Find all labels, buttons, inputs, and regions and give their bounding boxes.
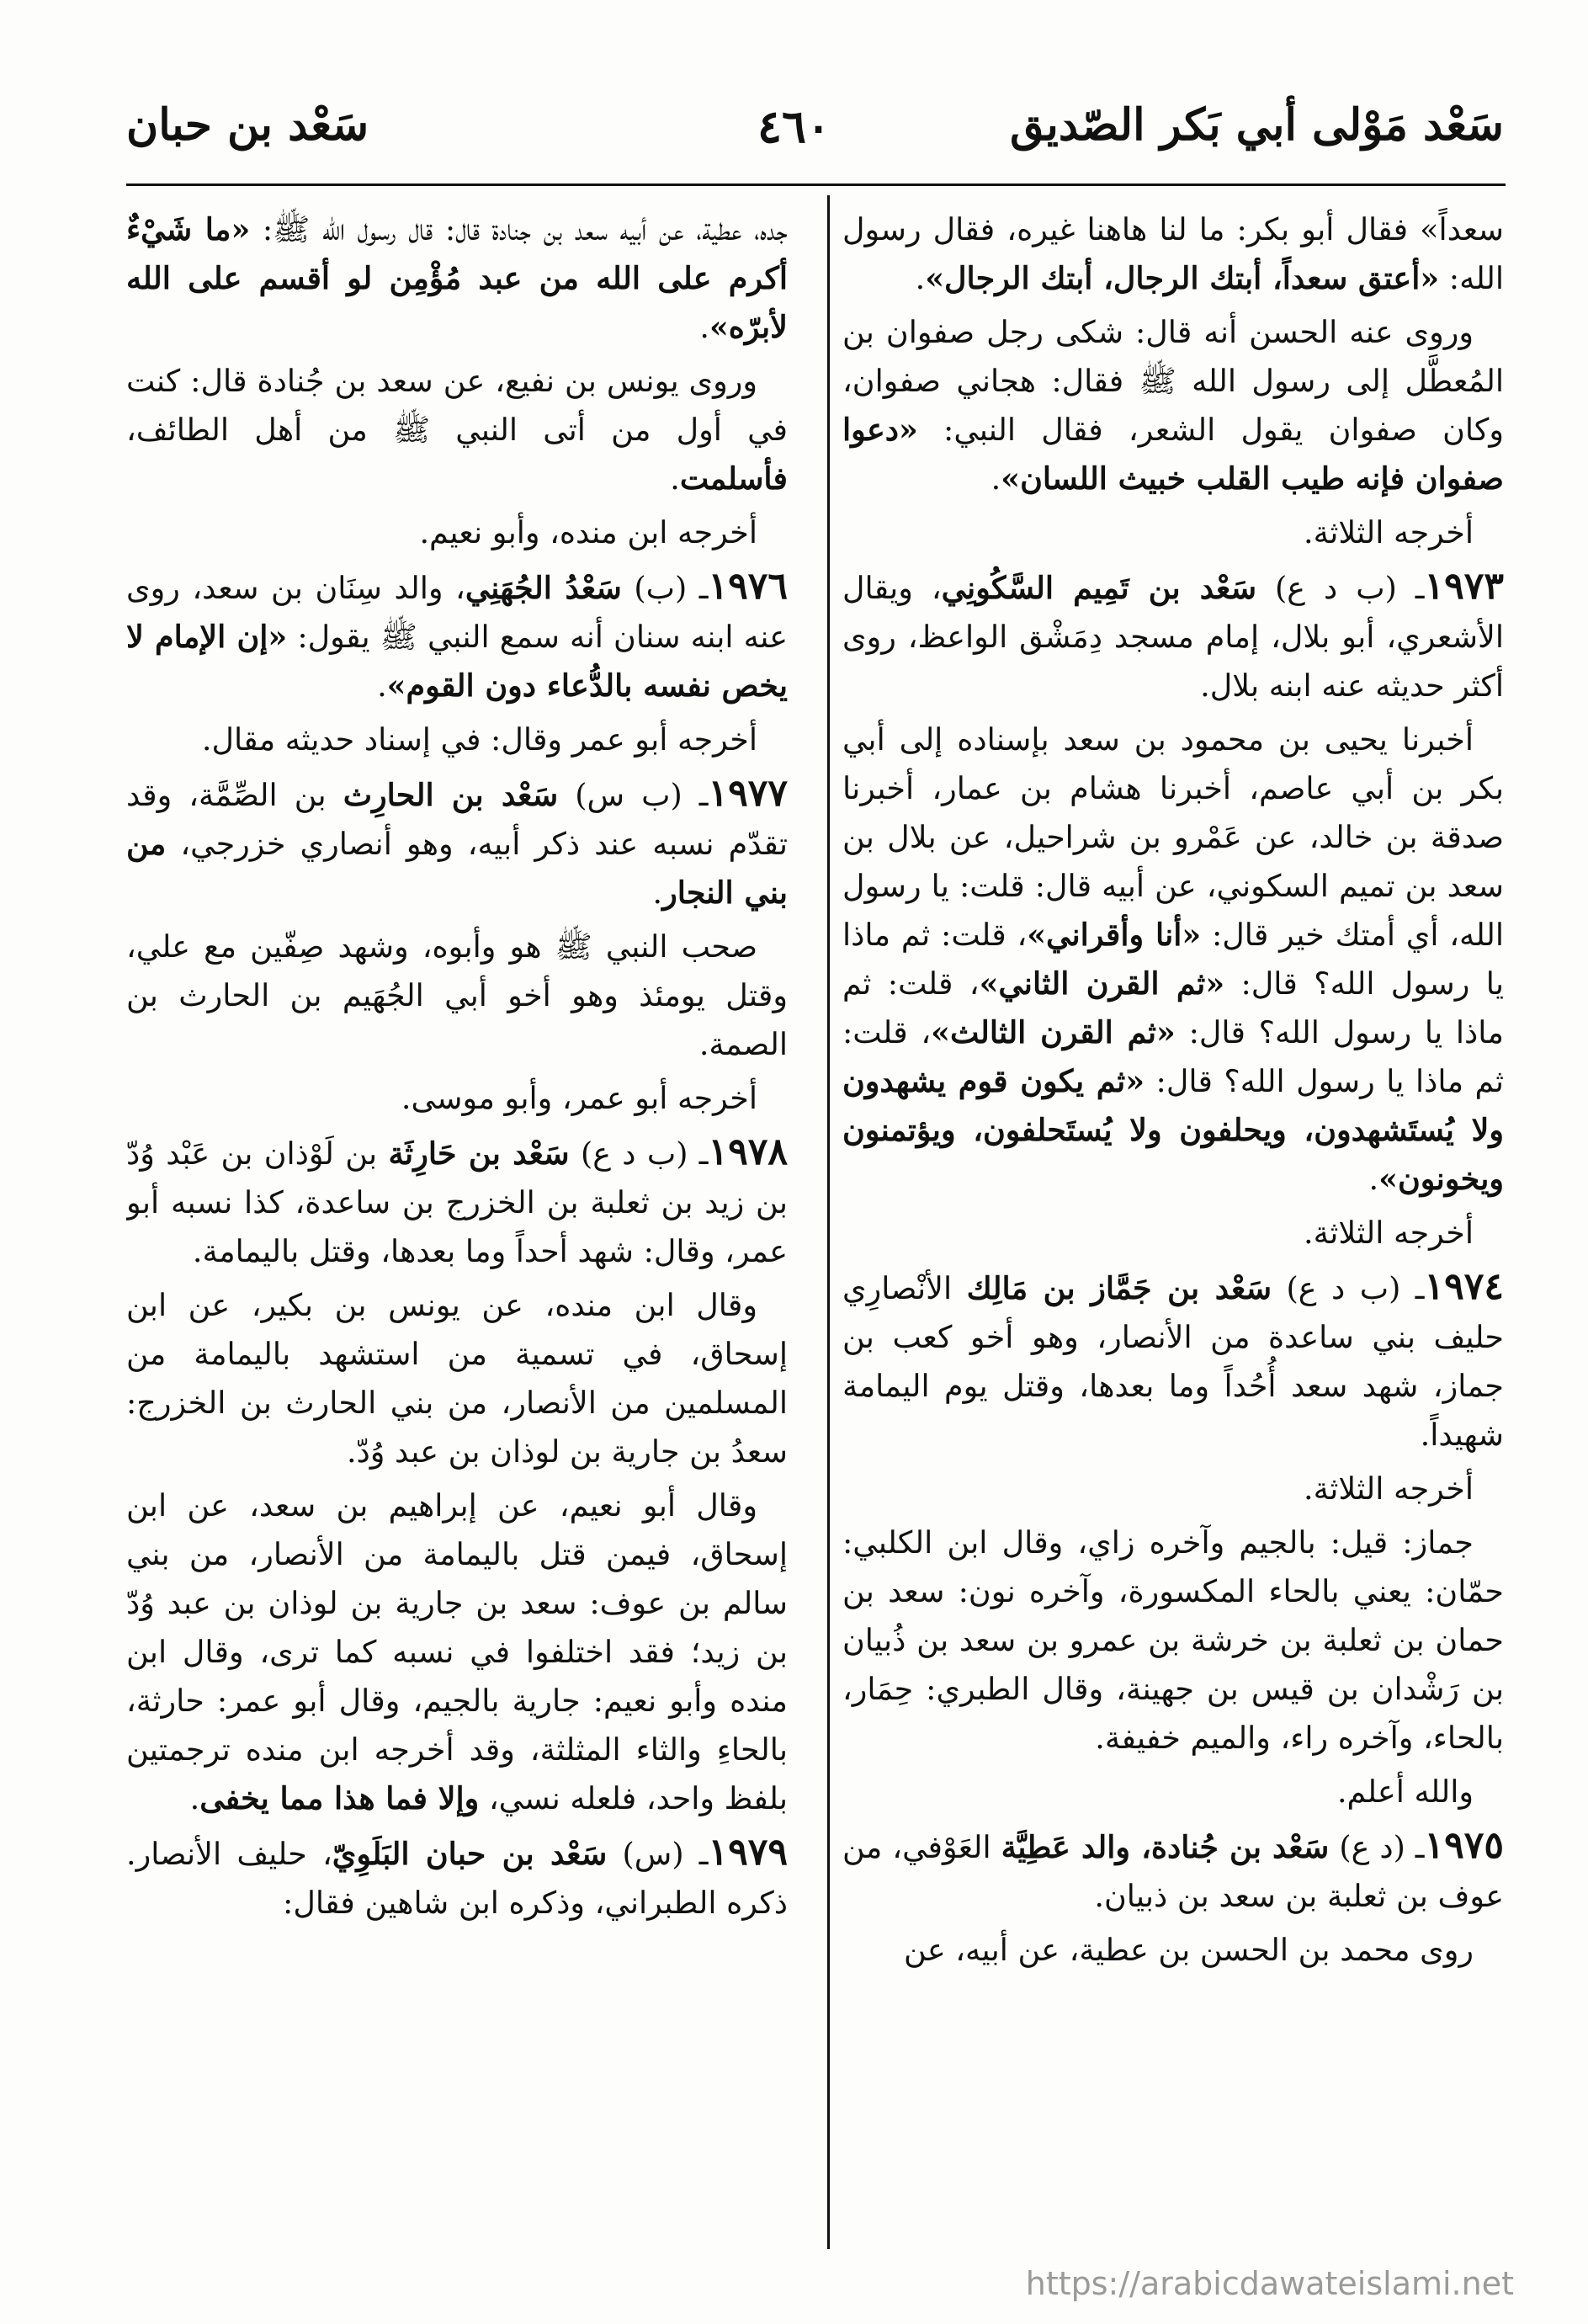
attribution: أخرجه أبو عمر، وأبو موسى. [401,1080,757,1116]
attribution: أخرجه الثلاثة. [1304,1470,1474,1507]
text: . [670,460,680,497]
entry-1978 [126,1128,788,1276]
entry-1977 [126,769,788,917]
column-divider [827,195,830,2249]
paragraph [842,715,1504,1204]
running-head-left: سَعْد بن حبان [126,99,369,151]
source-codes: ـ (ب س) [558,777,709,813]
entry-text: العَوْفي، من عوف بن ثعلبة بن سعد بن ذبيان. [842,1829,1504,1914]
text: وروى يونس بن نفيع، عن سعد بن جُنادة قال: كنت في أول من أتى النبي ﷺ من أهل الطائف، [126,363,788,448]
hadith-quote: «إن الإمام لا يخص نفسه بالدُّعاء دون القوم» [126,619,788,704]
bold-text: من بني النجار [126,826,788,911]
header-rule [126,183,1506,186]
text: سعداً» فقال أبو بكر: ما لنا هاهنا غيره، فقال رسول الله: [842,211,1504,296]
entry-text: بن لَوْذان بن عَبْد وُدّ بن زيد بن ثعلبة بن الخزرج بن ساعدة، كذا نسبه أبو عمر، وقال: شهد أحداً وما بعدها، وقتل باليمامة. [126,1135,788,1269]
attribution: أخرجه الثلاثة. [1304,1215,1474,1251]
text: . [189,1780,200,1816]
entry-1973 [842,562,1504,710]
paragraph [842,308,1504,503]
paragraph: وقال ابن منده، عن يونس بن بكير، عن ابن إسحاق، في تسمية من استشهد باليمامة من المسلمين من الأنصار، من بني الحارث بن الخزرج: سعدُ بن جارية بن لوذان بن عبد وُدّ. [126,1287,788,1470]
entry-1974 [842,1263,1504,1460]
entry-number: ١٩٧٣ [1424,565,1504,608]
hadith-quote: «أعتق سعداً، أبتك الرجال، أبتك الرجال» [925,260,1440,296]
watermark-url: https://arabicdawateislami.net [1025,2265,1514,2302]
page-number: ٤٦٠ [757,99,831,153]
text: . [991,460,1001,497]
paragraph [126,357,788,503]
entry-1976 [126,562,788,710]
paragraph: جماز: قيل: بالجيم وآخره زاي، وقال ابن الكلبي: حمّان: يعني بالحاء المكسورة، وآخره نون: سعد بن حمان بن ثعلبة بن خرشة بن عمرو بن سعد بن ذُبيان بن رَشْدان بن قيس بن جهينة، وقال الطبري: حِمَار، بالحاء، وآخره راء، والميم خفيفة. [842,1524,1504,1756]
hadith-quote: «أنا وأقراني» [1027,917,1202,953]
source-codes: ـ (س) [607,1836,709,1872]
entry-name: سَعْد بن حَارِثَة [388,1135,570,1172]
entry-number: ١٩٧٦ [708,565,788,608]
text: ، قلت: ثم ماذا يا رسول الله؟ قال: [842,965,1504,1050]
source-codes: ـ (د ع) [1329,1829,1425,1865]
hadith-quote: «دعوا صفوان فإنه طيب القلب خبيث اللسان» [842,412,1504,497]
entry-number: ١٩٧٨ [708,1130,788,1173]
entry-name: سَعْدُ الجُهَنِي [465,570,622,606]
paragraph [126,205,788,352]
bold-text: وإلا فما هذا مما يخفى [199,1780,480,1816]
text: ، قلت: ثم ماذا يا رسول الله؟ قال: [842,917,1504,1002]
hadith-quote: «ما شَيْءٌ أكرم على الله من عبد مُؤْمِن لو أقسم على الله لأبرّه» [126,211,788,345]
paragraph [842,205,1504,303]
paragraph: والله أعلم. [1336,1774,1474,1810]
text: جده، عطية، عن أبيه سعد بن جنادة قال: قال رسول الله ﷺ: [250,211,788,247]
hadith-quote: «ثم القرن الثالث» [931,1014,1176,1050]
source-codes: ـ (ب د ع) [1256,570,1425,606]
text: وقال أبو نعيم، عن إبراهيم بن سعد، عن ابن إسحاق، فيمن قتل باليمامة من الأنصار، من بني سالم بن عوف: سعد بن جارية بن لوذان بن عبد وُدّ بن زيد؛ فقد اختلفوا في نسبه كما ترى، وقال ابن منده وأبو نعيم: جارية بالجيم، وقال أبو عمر: حارثة، بالحاءِ والثاء المثلثة، وقد أخرجه ابن منده ترجمتين بلفظ واحد، فلعله نسي، [126,1487,788,1816]
entry-number: ١٩٧٧ [708,772,788,815]
text: وروى عنه الحسن أنه قال: شكى رجل صفوان بن المُعطَّل إلى رسول الله ﷺ فقال: هجاني صفوان، وكان صفوان يقول الشعر، فقال النبي: [842,314,1504,448]
right-column [842,205,1504,2259]
hadith-quote: «ثم يكون قوم يشهدون ولا يُستَشهدون، ويحلفون ولا يُستَحلفون، ويؤتمنون ويخونون» [842,1063,1504,1197]
entry-text: الأنْصارِي حليف بني ساعدة من الأنصار، وهو أخو كعب بن جماز، شهد سعد أُحُداً وما بعدها، وقتل يوم اليمامة شهيداً. [842,1270,1504,1453]
source-codes: ـ (ب د ع) [1272,1270,1425,1306]
entry-name: سَعْد بن تَمِيم السَّكُونِي [941,570,1257,606]
bold-text: فأسلمت [679,460,788,497]
entry-name: سَعْد بن الحارِث [343,777,559,813]
running-head-right: سَعْد مَوْلى أبي بَكر الصّديق [1010,99,1504,151]
entry-1979 [126,1828,788,1928]
text: أخبرنا يحيى بن محمود بن سعد بإسناده إلى أبي بكر بن أبي عاصم، أخبرنا هشام بن عمار، أخبرنا صدقة بن خالد، عن عَمْرو بن شراحيل، عن بلال بن سعد بن تميم السكوني، عن أبيه قال: قلت: يا رسول الله، أي أمتك خير قال: [842,721,1504,953]
paragraph: صحب النبي ﷺ هو وأبوه، وشهد صِفّين مع علي، وقتل يومئذ وهو أخو أبي الجُهَيم بن الحارث بن الصمة. [126,928,788,1062]
entry-number: ١٩٧٩ [708,1831,788,1874]
entry-text: ، حليف الأنصار. ذكره الطبراني، وذكره ابن شاهين فقال: [126,1836,788,1921]
entry-text: ، ويقال الأشعري، أبو بلال، إمام مسجد دِمَشْق الواعظ، روى أكثر حديثه عنه ابنه بلال. [842,570,1504,704]
text: . [699,309,709,345]
text: . [1368,1161,1379,1197]
entry-name: سَعْد بن جَمَّاز بن مَالِك [966,1270,1272,1306]
attribution: أخرجه الثلاثة. [1304,514,1474,550]
source-codes: ـ (ب) [621,570,709,606]
text: . [652,875,663,911]
source-codes: ـ (ب د ع) [569,1135,709,1172]
left-column [126,205,788,2259]
attribution: أخرجه أبو عمر وقال: في إسناد حديثه مقال. [201,721,757,758]
entry-number: ١٩٧٥ [1424,1824,1504,1867]
entry-number: ١٩٧٤ [1424,1265,1504,1308]
entry-text: بن الصِّمَّة، وقد تقدّم نسبه عند ذكر أبيه، وهو أنصاري خزرجي، [126,777,788,862]
hadith-quote: «ثم القرن الثاني» [979,965,1225,1002]
entry-1975 [842,1821,1504,1921]
paragraph: روى محمد بن الحسن بن عطية، عن أبيه، عن [904,1932,1474,1968]
attribution: أخرجه ابن منده، وأبو نعيم. [419,514,757,550]
entry-text: ، والد سِنَان بن سعد، روى عنه ابنه سنان أنه سمع النبي ﷺ يقول: [126,570,788,655]
text: . [377,667,387,704]
entry-name: سَعْد بن جُنادة، والد عَطِيَّة [1001,1829,1330,1865]
paragraph [126,1481,788,1823]
entry-name: سَعْد بن حبان البَلَوِيّ [332,1836,608,1872]
text: . [915,260,926,296]
text: ، قلت: ثم ماذا يا رسول الله؟ قال: [842,1014,1504,1099]
